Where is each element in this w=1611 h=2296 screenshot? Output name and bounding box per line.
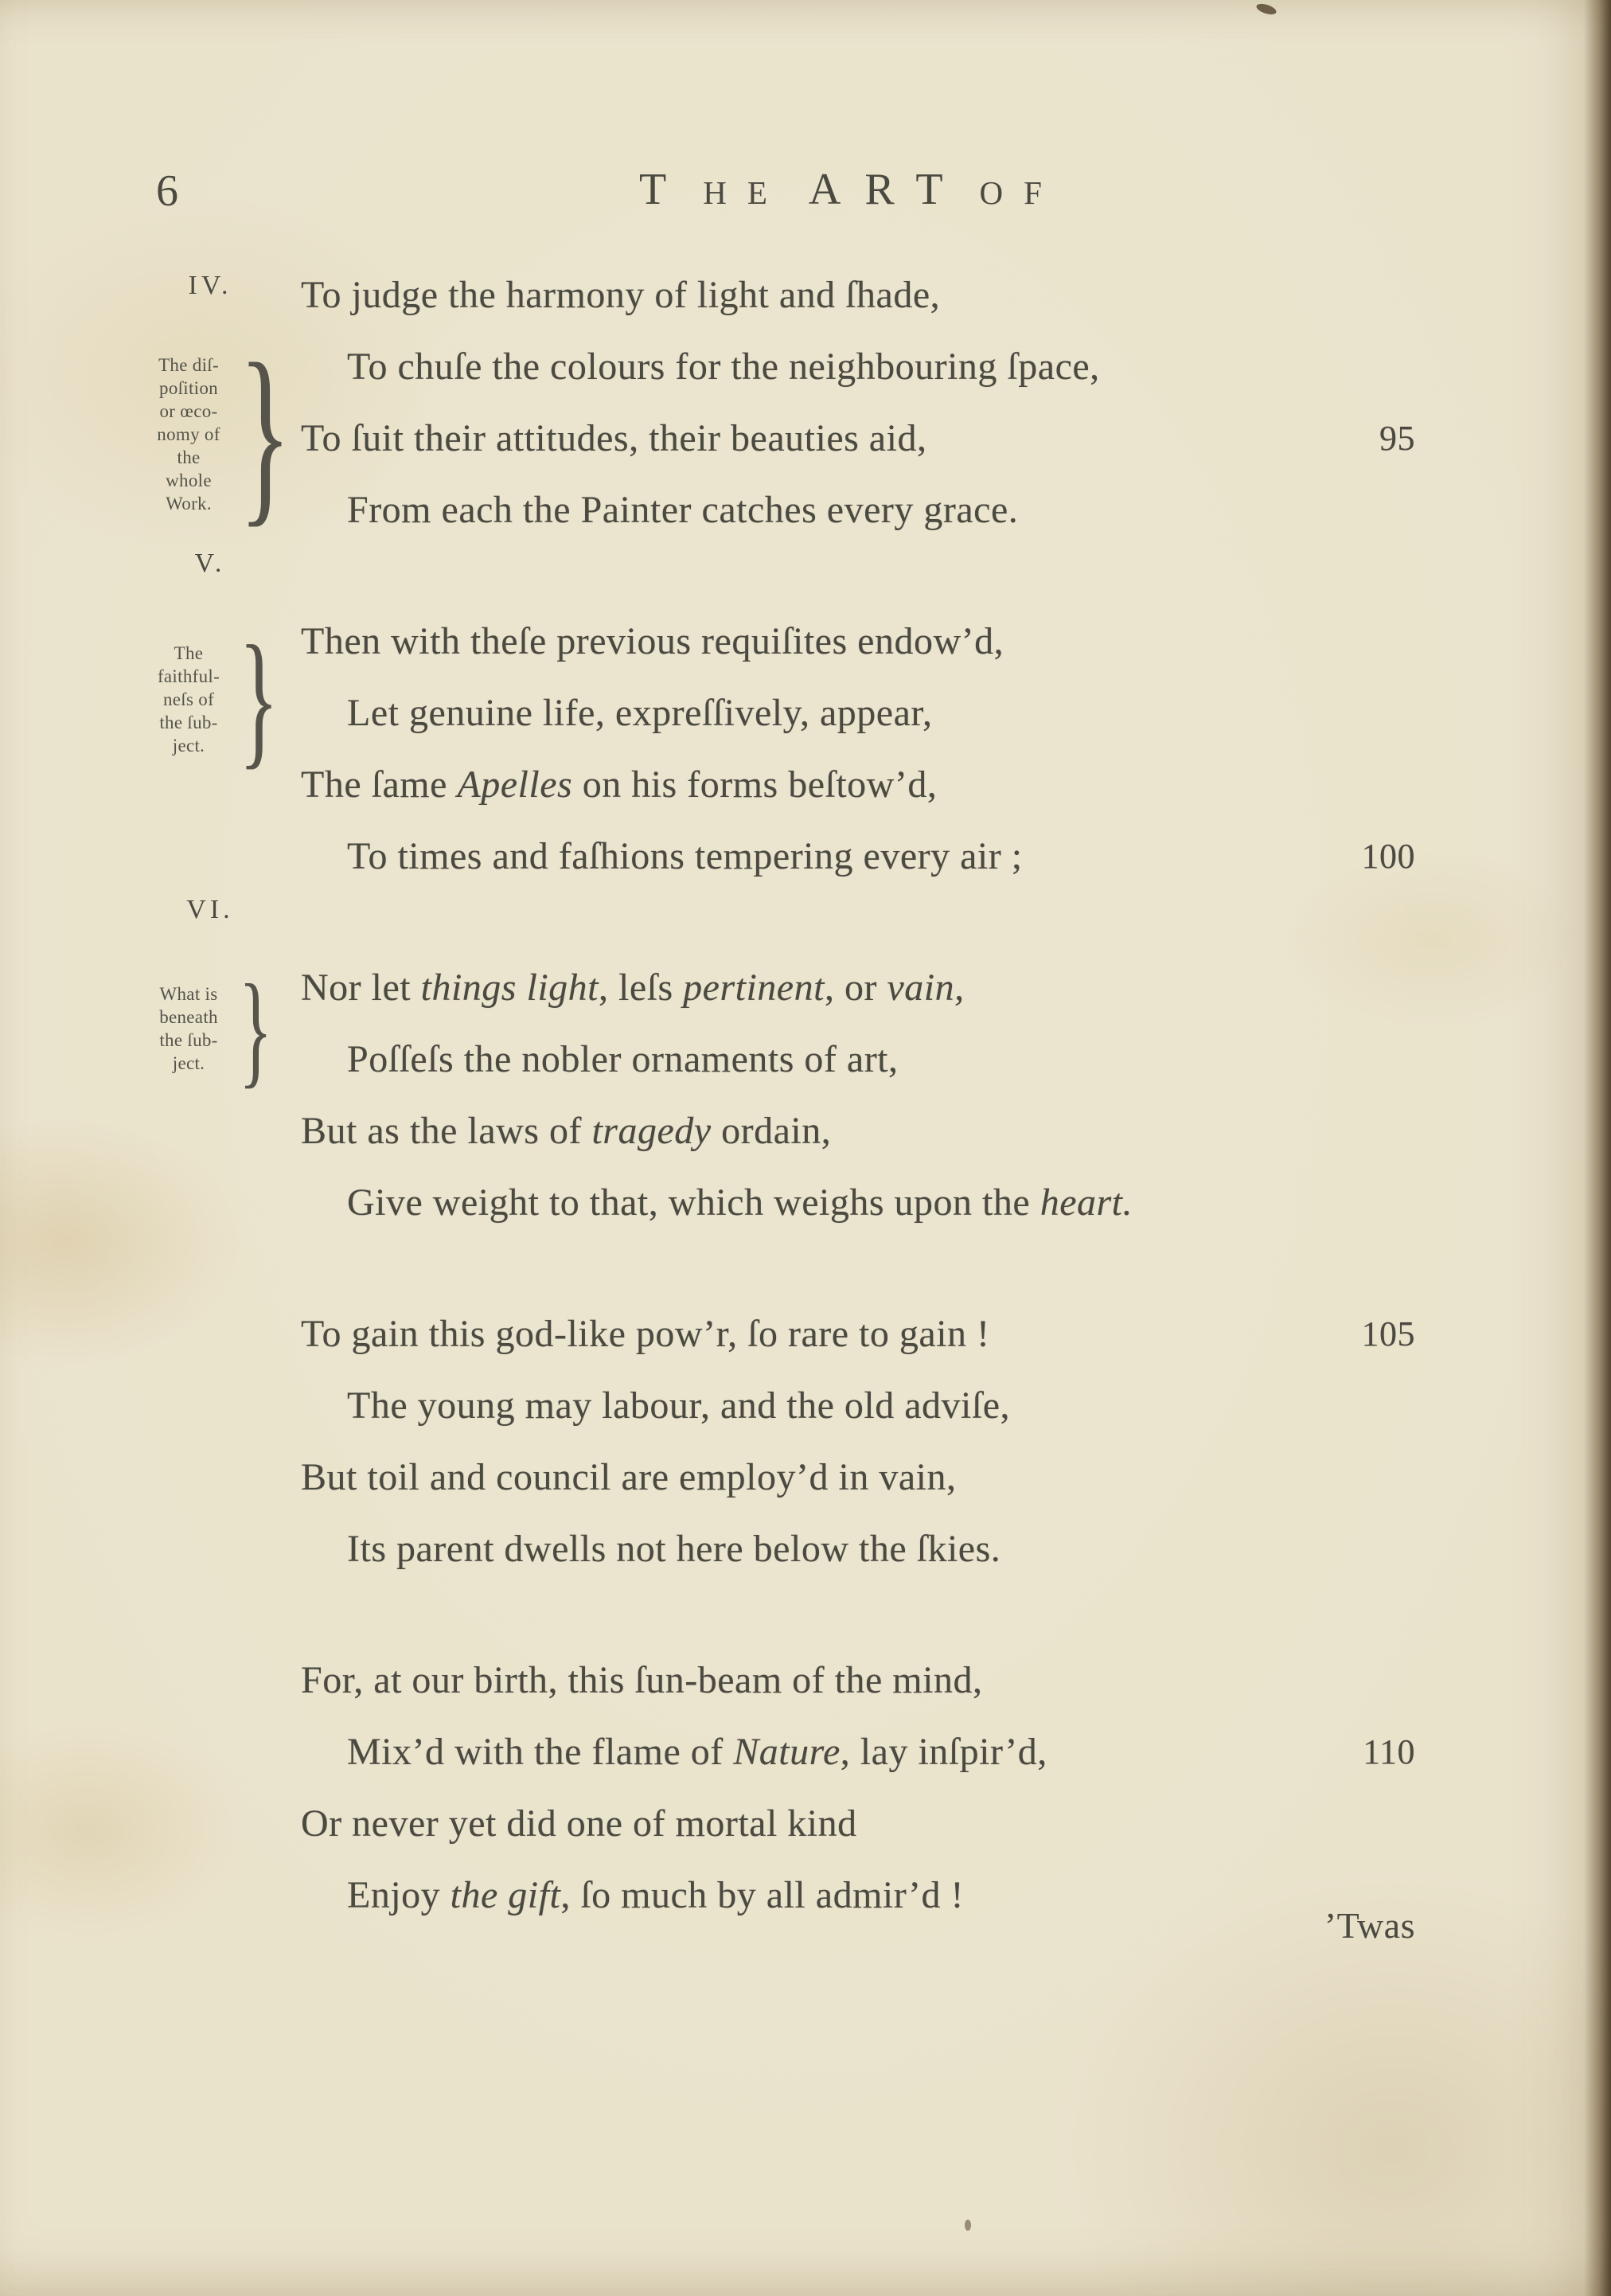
margin-note-line: The: [174, 642, 204, 663]
poem-line-segment: Nor let: [301, 966, 421, 1009]
margin-note: [134, 958, 300, 1099]
poem-line: [301, 749, 1417, 821]
poem-line-segment: The young may labour, and the old adviſe,: [347, 1384, 1011, 1427]
margin-note-text: [134, 982, 244, 1075]
margin-note-line: ject.: [172, 1053, 205, 1073]
poem-line: [301, 1095, 1417, 1167]
margin-note-line: faithful-: [157, 666, 220, 686]
poem-line: [301, 1167, 1417, 1239]
ink-speck: [1255, 2, 1277, 16]
margin-brace-icon: }: [239, 615, 279, 783]
poem-line-segment: To times and faſhions tempering every air ;: [347, 835, 1023, 877]
poem-line-segment: To ſuit their attitudes, their beauties aid,: [301, 417, 927, 459]
poem-body: [0, 260, 1611, 1991]
running-title-text: [639, 164, 1083, 215]
poem-line: [301, 1645, 1417, 1716]
poem-line-segment: The ſame: [301, 763, 458, 806]
page-number: 6: [156, 166, 178, 216]
poem-line: [301, 1298, 1417, 1370]
poem-line: [301, 1860, 1417, 1931]
poem-line-segment: tragedy: [591, 1110, 712, 1152]
stanza-lines: [301, 952, 1417, 1239]
poem-line: [301, 474, 1417, 546]
verse-line-number: 95: [1379, 419, 1415, 458]
poem-line-segment: For, at our birth, this ſun-beam of the mind,: [301, 1659, 983, 1701]
poem-line-segment: Poſſeſs the nobler ornaments of art,: [347, 1038, 899, 1080]
stanza: [0, 549, 1611, 892]
poem-line: [301, 1024, 1417, 1095]
poem-line-segment: Then with theſe previous requiſites endow’d,: [301, 620, 1004, 662]
margin-note-line: ject.: [172, 735, 205, 756]
margin-note: [134, 615, 311, 783]
margin-note-line: beneath: [159, 1007, 218, 1027]
margin-note-text: [134, 642, 244, 757]
poem-line: [301, 1716, 1417, 1788]
poem-line-segment: To judge the harmony of light and ſhade,: [301, 274, 941, 316]
poem-line: [301, 1788, 1417, 1860]
poem-line-segment: on his forms beſtow’d,: [572, 763, 938, 806]
poem-line: [301, 821, 1417, 892]
stanza: [0, 1645, 1611, 1931]
margin-note-line: the ſub-: [159, 1030, 218, 1050]
poem-line-segment: Nature: [733, 1731, 841, 1773]
section-numeral: V.: [194, 549, 226, 578]
margin-note-line: Work.: [166, 493, 212, 513]
poem-line-segment: To chuſe the colours for the neighbouring ſpace,: [347, 346, 1100, 388]
poem-line-segment: , leſs: [598, 966, 684, 1009]
poem-line: [301, 677, 1417, 749]
section-numeral: VI.: [186, 895, 234, 924]
margin-note-line: nomy of: [157, 424, 220, 444]
verse-line-number: 105: [1361, 1314, 1415, 1353]
catchword: ’Twas: [1324, 1905, 1415, 1946]
poem-line-segment: To gain this god-like pow’r, ſo rare to gain !: [301, 1313, 990, 1355]
stanza: [0, 260, 1611, 546]
poem-line-segment: , ſo much by all admir’d !: [560, 1874, 964, 1916]
verse-line-number: 110: [1363, 1732, 1415, 1771]
running-title-part: T: [639, 165, 691, 214]
poem-line-segment: But toil and council are employ’d in vain,: [301, 1456, 957, 1498]
poem-line-segment: Enjoy: [347, 1874, 451, 1916]
poem-line-segment: things light: [420, 966, 599, 1009]
stanza-lines: [301, 260, 1417, 546]
poem-line-segment: ordain,: [711, 1110, 832, 1152]
poem-line-segment: Mix’d with the flame of: [347, 1731, 734, 1773]
running-title-part: OF: [979, 174, 1063, 211]
poem-line-segment: Its parent dwells not here below the ſkies.: [347, 1528, 1001, 1570]
margin-note-line: the ſub-: [159, 712, 218, 732]
margin-note-text: [134, 353, 244, 515]
poem-line-segment: vain,: [887, 966, 965, 1009]
poem-line: [301, 1370, 1417, 1442]
margin-note-line: the: [177, 447, 201, 467]
running-title: [0, 164, 1611, 215]
poem-line-segment: heart.: [1040, 1181, 1133, 1224]
poem-line-segment: Give weight to that, which weighs upon the: [347, 1181, 1040, 1224]
section-numeral: IV.: [188, 271, 232, 300]
margin-note-line: whole: [166, 470, 212, 490]
poem-line-segment: Let genuine life, expreſſively, appear,: [347, 692, 933, 734]
verse-line-number: 100: [1361, 837, 1415, 876]
stanza: [0, 1298, 1611, 1585]
ink-speck: [965, 2220, 971, 2231]
poem-line: [301, 260, 1417, 331]
margin-note-line: neſs of: [162, 689, 215, 709]
poem-line-segment: , lay inſpir’d,: [840, 1731, 1047, 1773]
poem-line: [301, 1442, 1417, 1513]
stanza-lines: [301, 606, 1417, 892]
margin-brace-icon: }: [239, 958, 273, 1099]
margin-note-line: poſition: [159, 377, 218, 398]
poem-line-segment: Or never yet did one of mortal kind: [301, 1802, 857, 1845]
poem-line-segment: From each the Painter catches every grace.: [347, 489, 1019, 531]
poem-line: [301, 403, 1417, 474]
poem-line-segment: the gift: [450, 1874, 561, 1916]
margin-brace-icon: }: [239, 323, 291, 544]
poem-line-segment: But as the laws of: [301, 1110, 592, 1152]
margin-note-line: The diſ-: [158, 354, 219, 375]
poem-line-segment: , or: [824, 966, 887, 1009]
poem-line-segment: Apelles: [457, 763, 573, 806]
margin-note-line: or œco-: [159, 400, 218, 421]
margin-note-line: What is: [159, 984, 218, 1004]
poem-line: [301, 331, 1417, 403]
running-title-part: HE: [703, 174, 788, 211]
poem-line: [301, 1513, 1417, 1585]
stanza: [0, 895, 1611, 1239]
running-title-part: ART: [808, 165, 967, 214]
stanza-lines: [301, 1645, 1417, 1931]
poem-line: [301, 952, 1417, 1024]
poem-line: [301, 606, 1417, 677]
poem-line-segment: pertinent: [683, 966, 825, 1009]
stanza-lines: [301, 1298, 1417, 1585]
